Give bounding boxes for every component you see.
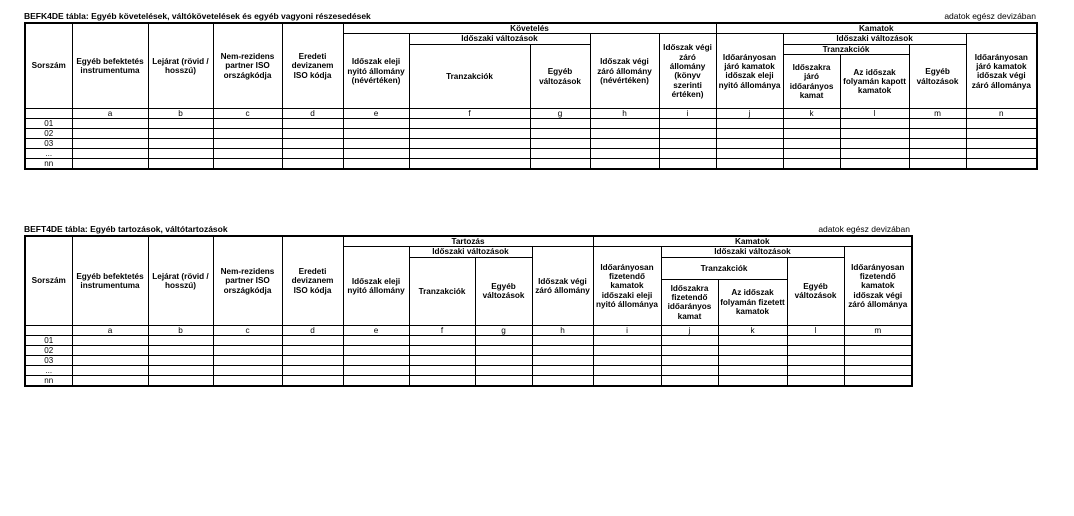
t2-empty-cell[interactable]: [343, 355, 409, 365]
t1-empty-cell[interactable]: [840, 119, 909, 129]
t2-empty-cell[interactable]: [148, 375, 213, 386]
t2-h-e: Időszak eleji nyitó állomány: [343, 247, 409, 325]
t2-empty-cell[interactable]: [532, 335, 593, 345]
t1-letter: g: [530, 109, 590, 119]
t2-empty-cell[interactable]: [213, 375, 282, 386]
t2-empty-cell[interactable]: [409, 375, 475, 386]
t2-letter: j: [661, 325, 718, 335]
t2-table-row: [25, 355, 912, 365]
t1-letter: f: [409, 109, 530, 119]
t1-empty-cell[interactable]: [343, 129, 409, 139]
t1-table-row: [25, 129, 1037, 139]
t1-table-row: [25, 159, 1037, 170]
t1-empty-cell[interactable]: [530, 139, 590, 149]
t1-empty-cell[interactable]: [343, 139, 409, 149]
t2-letter: a: [72, 325, 148, 335]
t2-empty-cell[interactable]: [718, 375, 787, 386]
t2-empty-cell[interactable]: [409, 355, 475, 365]
t2-h-k: Az időszak folyamán fizetett kamatok: [718, 279, 787, 325]
t1-empty-cell[interactable]: [716, 129, 783, 139]
t1-empty-cell[interactable]: [716, 159, 783, 170]
t1-h-k: Időszakra járó időarányos kamat: [783, 55, 840, 109]
t2-empty-cell[interactable]: [718, 365, 787, 375]
t1-letter: c: [213, 109, 282, 119]
t2-empty-cell[interactable]: [844, 345, 912, 355]
table2-title: BEFT4DE tábla: Egyéb tartozások, váltótartozások: [24, 224, 228, 234]
t1-letter: d: [282, 109, 343, 119]
t1-empty-cell[interactable]: [409, 129, 530, 139]
t2-empty-cell[interactable]: [661, 375, 718, 386]
t1-table-row: [25, 119, 1037, 129]
t1-empty-cell[interactable]: [213, 139, 282, 149]
t1-empty-cell[interactable]: [840, 129, 909, 139]
t2-row-label: 01: [25, 335, 72, 345]
t2-empty-cell[interactable]: [72, 335, 148, 345]
t2-empty-cell[interactable]: [72, 355, 148, 365]
t2-letter: g: [475, 325, 532, 335]
t1-empty-cell[interactable]: [409, 149, 530, 159]
t1-empty-cell[interactable]: [909, 119, 966, 129]
t1-h-b: Lejárat (rövid / hosszú): [148, 23, 213, 109]
t1-h-idoszaki-valt-1: Időszaki változások: [409, 34, 590, 44]
t2-empty-cell[interactable]: [282, 335, 343, 345]
t1-empty-cell[interactable]: [590, 119, 659, 129]
t1-empty-cell[interactable]: [840, 149, 909, 159]
t2-empty-cell[interactable]: [409, 345, 475, 355]
t2-h-idoszaki-valt-1: Időszaki változások: [409, 247, 532, 257]
t1-empty-cell[interactable]: [530, 119, 590, 129]
table2-note: adatok egész devizában: [818, 224, 910, 234]
t2-empty-cell[interactable]: [282, 345, 343, 355]
t1-letter-blank: [25, 109, 72, 119]
t1-h-f: Tranzakciók: [409, 44, 530, 108]
t2-letter: d: [282, 325, 343, 335]
t2-letter: h: [532, 325, 593, 335]
t2-empty-cell[interactable]: [593, 335, 661, 345]
t2-h-f: Tranzakciók: [409, 257, 475, 325]
t2-row-label: 03: [25, 355, 72, 365]
t2-empty-cell[interactable]: [282, 355, 343, 365]
t2-empty-cell[interactable]: [718, 335, 787, 345]
table2: [24, 235, 913, 387]
t1-h-a: Egyéb befektetés instrumentuma: [72, 23, 148, 109]
t2-empty-cell[interactable]: [282, 365, 343, 375]
t1-letter: i: [659, 109, 716, 119]
t1-empty-cell[interactable]: [343, 149, 409, 159]
t2-empty-cell[interactable]: [661, 345, 718, 355]
t1-table-row: [25, 139, 1037, 149]
t1-letter: b: [148, 109, 213, 119]
t2-h-j: Időszakra fizetendő időarányos kamat: [661, 279, 718, 325]
t1-letter: j: [716, 109, 783, 119]
t2-empty-cell[interactable]: [844, 355, 912, 365]
t2-h-idoszaki-valt-2: Időszaki változások: [661, 247, 844, 257]
t1-empty-cell[interactable]: [213, 119, 282, 129]
t2-table-row: [25, 345, 912, 355]
t2-table-row: [25, 365, 912, 375]
t1-row-label: 02: [25, 129, 72, 139]
t2-empty-cell[interactable]: [787, 345, 844, 355]
t1-empty-cell[interactable]: [716, 119, 783, 129]
t2-empty-cell[interactable]: [787, 375, 844, 386]
t2-h-a: Egyéb befektetés instrumentuma: [72, 236, 148, 325]
t1-empty-cell[interactable]: [840, 139, 909, 149]
t2-h-sorszam: Sorszám: [25, 236, 72, 325]
t2-empty-cell[interactable]: [148, 345, 213, 355]
t1-empty-cell[interactable]: [343, 159, 409, 170]
t2-h-m: Időarányosan fizetendő kamatok időszak végi záró állománya: [844, 247, 912, 325]
t2-empty-cell[interactable]: [213, 335, 282, 345]
t1-empty-cell[interactable]: [409, 139, 530, 149]
t2-h-kamatok: Kamatok: [593, 236, 912, 247]
t2-row-label: nn: [25, 375, 72, 386]
t2-empty-cell[interactable]: [72, 365, 148, 375]
t1-empty-cell[interactable]: [409, 159, 530, 170]
t2-empty-cell[interactable]: [343, 335, 409, 345]
t2-h-h: Időszak végi záró állomány: [532, 247, 593, 325]
t1-empty-cell[interactable]: [840, 159, 909, 170]
t2-empty-cell[interactable]: [532, 345, 593, 355]
t2-empty-cell[interactable]: [475, 365, 532, 375]
t2-empty-cell[interactable]: [787, 355, 844, 365]
t1-row-label: 01: [25, 119, 72, 129]
t1-letter: l: [840, 109, 909, 119]
t2-letter: l: [787, 325, 844, 335]
table1-header-row: [24, 11, 1036, 22]
t1-empty-cell[interactable]: [282, 139, 343, 149]
t2-empty-cell[interactable]: [475, 345, 532, 355]
t1-h-h: Időszak végi záró állomány (névértéken): [590, 34, 659, 109]
t2-empty-cell[interactable]: [282, 375, 343, 386]
t1-empty-cell[interactable]: [783, 159, 840, 170]
t1-empty-cell[interactable]: [659, 159, 716, 170]
t2-letter-row: [25, 325, 912, 335]
t2-empty-cell[interactable]: [343, 375, 409, 386]
table1-block: [24, 11, 1036, 170]
t2-empty-cell[interactable]: [409, 365, 475, 375]
t1-empty-cell[interactable]: [783, 149, 840, 159]
t1-empty-cell[interactable]: [966, 149, 1037, 159]
t2-empty-cell[interactable]: [593, 355, 661, 365]
t1-empty-cell[interactable]: [148, 149, 213, 159]
t1-empty-cell[interactable]: [530, 149, 590, 159]
t1-letter: m: [909, 109, 966, 119]
t2-empty-cell[interactable]: [213, 355, 282, 365]
t2-row-label: ...: [25, 365, 72, 375]
t1-empty-cell[interactable]: [72, 159, 148, 170]
t2-letter-blank: [25, 325, 72, 335]
t2-empty-cell[interactable]: [661, 335, 718, 345]
t2-empty-cell[interactable]: [343, 365, 409, 375]
t2-empty-cell[interactable]: [593, 365, 661, 375]
t1-empty-cell[interactable]: [590, 159, 659, 170]
t1-empty-cell[interactable]: [590, 149, 659, 159]
table2-block: [24, 224, 910, 387]
t1-empty-cell[interactable]: [148, 139, 213, 149]
t1-letter: k: [783, 109, 840, 119]
table2-header-row: [24, 224, 910, 235]
t1-empty-cell[interactable]: [282, 119, 343, 129]
t1-empty-cell[interactable]: [590, 139, 659, 149]
t1-empty-cell[interactable]: [72, 139, 148, 149]
t2-h-b: Lejárat (rövid / hosszú): [148, 236, 213, 325]
t1-empty-cell[interactable]: [590, 129, 659, 139]
t2-letter: k: [718, 325, 787, 335]
t1-table-row: [25, 149, 1037, 159]
t1-h-e: Időszak eleji nyitó állomány (névértéken): [343, 34, 409, 109]
t2-h-d: Eredeti devizanem ISO kódja: [282, 236, 343, 325]
t1-empty-cell[interactable]: [148, 159, 213, 170]
t2-empty-cell[interactable]: [72, 345, 148, 355]
t1-empty-cell[interactable]: [966, 139, 1037, 149]
t1-h-j: Időarányosan járó kamatok időszak eleji nyitó állománya: [716, 34, 783, 109]
t2-h-g: Egyéb változások: [475, 257, 532, 325]
table1: [24, 22, 1038, 170]
t2-empty-cell[interactable]: [475, 335, 532, 345]
t2-h-i: Időarányosan fizetendő kamatok időszaki eleji nyitó állománya: [593, 247, 661, 325]
table1-title: BEFK4DE tábla: Egyéb követelések, váltókövetelések és egyéb vagyoni részesedések: [24, 11, 371, 21]
t1-empty-cell[interactable]: [659, 149, 716, 159]
t2-row-label: 02: [25, 345, 72, 355]
t1-h-kamatok: Kamatok: [716, 23, 1037, 34]
t1-empty-cell[interactable]: [282, 149, 343, 159]
t1-h-kovetel: Követelés: [343, 23, 716, 34]
t1-empty-cell[interactable]: [909, 149, 966, 159]
t1-empty-cell[interactable]: [659, 139, 716, 149]
t2-empty-cell[interactable]: [343, 345, 409, 355]
t2-empty-cell[interactable]: [532, 355, 593, 365]
t2-empty-cell[interactable]: [532, 375, 593, 386]
t1-h-sorszam: Sorszám: [25, 23, 72, 109]
t1-empty-cell[interactable]: [716, 139, 783, 149]
t1-empty-cell[interactable]: [213, 159, 282, 170]
t1-h-tranz: Tranzakciók: [783, 44, 909, 54]
t1-h-c: Nem-rezidens partner ISO országkódja: [213, 23, 282, 109]
t1-empty-cell[interactable]: [966, 129, 1037, 139]
t2-empty-cell[interactable]: [787, 365, 844, 375]
t1-empty-cell[interactable]: [966, 119, 1037, 129]
t2-letter: f: [409, 325, 475, 335]
t1-empty-cell[interactable]: [966, 159, 1037, 170]
t2-empty-cell[interactable]: [787, 335, 844, 345]
t2-empty-cell[interactable]: [532, 365, 593, 375]
t2-letter: e: [343, 325, 409, 335]
t2-h-c: Nem-rezidens partner ISO országkódja: [213, 236, 282, 325]
t2-h-tartozas: Tartozás: [343, 236, 593, 247]
t1-empty-cell[interactable]: [659, 129, 716, 139]
t1-empty-cell[interactable]: [72, 129, 148, 139]
t2-empty-cell[interactable]: [475, 375, 532, 386]
t1-h-m: Egyéb változások: [909, 44, 966, 108]
t2-letter: b: [148, 325, 213, 335]
t1-empty-cell[interactable]: [659, 119, 716, 129]
t1-h-d: Eredeti devizanem ISO kódja: [282, 23, 343, 109]
t1-empty-cell[interactable]: [343, 119, 409, 129]
t2-empty-cell[interactable]: [844, 365, 912, 375]
t1-empty-cell[interactable]: [716, 149, 783, 159]
t2-empty-cell[interactable]: [148, 365, 213, 375]
t2-empty-cell[interactable]: [148, 355, 213, 365]
t1-empty-cell[interactable]: [148, 119, 213, 129]
t1-empty-cell[interactable]: [213, 129, 282, 139]
t1-empty-cell[interactable]: [72, 119, 148, 129]
t2-empty-cell[interactable]: [148, 335, 213, 345]
t1-h-n: Időarányosan járó kamatok időszak végi záró állománya: [966, 34, 1037, 109]
t1-h-i: Időszak végi záró állomány (könyv szerinti értéken): [659, 34, 716, 109]
t1-row-label: ...: [25, 149, 72, 159]
t2-empty-cell[interactable]: [593, 345, 661, 355]
t2-empty-cell[interactable]: [213, 345, 282, 355]
t2-letter: c: [213, 325, 282, 335]
t1-letter: e: [343, 109, 409, 119]
t1-empty-cell[interactable]: [282, 159, 343, 170]
t2-empty-cell[interactable]: [213, 365, 282, 375]
t1-row-label: 03: [25, 139, 72, 149]
t1-empty-cell[interactable]: [909, 139, 966, 149]
t1-letter: a: [72, 109, 148, 119]
t2-empty-cell[interactable]: [72, 375, 148, 386]
t1-empty-cell[interactable]: [282, 129, 343, 139]
t2-empty-cell[interactable]: [718, 355, 787, 365]
t2-letter: m: [844, 325, 912, 335]
t2-empty-cell[interactable]: [844, 375, 912, 386]
t1-empty-cell[interactable]: [148, 129, 213, 139]
t2-empty-cell[interactable]: [409, 335, 475, 345]
t2-empty-cell[interactable]: [661, 355, 718, 365]
t1-empty-cell[interactable]: [909, 159, 966, 170]
t1-letter: n: [966, 109, 1037, 119]
t1-empty-cell[interactable]: [909, 129, 966, 139]
t1-row-label: nn: [25, 159, 72, 170]
t2-table-row: [25, 335, 912, 345]
t2-letter: i: [593, 325, 661, 335]
t1-empty-cell[interactable]: [72, 149, 148, 159]
table1-note: adatok egész devizában: [944, 11, 1036, 21]
t2-empty-cell[interactable]: [718, 345, 787, 355]
t1-empty-cell[interactable]: [530, 129, 590, 139]
t1-h-g: Egyéb változások: [530, 44, 590, 108]
t2-empty-cell[interactable]: [661, 365, 718, 375]
t1-empty-cell[interactable]: [409, 119, 530, 129]
t1-empty-cell[interactable]: [783, 119, 840, 129]
t2-empty-cell[interactable]: [475, 355, 532, 365]
t2-empty-cell[interactable]: [593, 375, 661, 386]
t2-h-tranz: Tranzakciók: [661, 257, 787, 279]
t1-empty-cell[interactable]: [530, 159, 590, 170]
t1-h-l: Az időszak folyamán kapott kamatok: [840, 55, 909, 109]
t2-h-l: Egyéb változások: [787, 257, 844, 325]
t1-empty-cell[interactable]: [783, 129, 840, 139]
t2-table-row: [25, 375, 912, 386]
t1-letter-row: [25, 109, 1037, 119]
t1-empty-cell[interactable]: [213, 149, 282, 159]
t1-letter: h: [590, 109, 659, 119]
t2-empty-cell[interactable]: [844, 335, 912, 345]
t1-h-idoszaki-valt-2: Időszaki változások: [783, 34, 966, 44]
t1-empty-cell[interactable]: [783, 139, 840, 149]
